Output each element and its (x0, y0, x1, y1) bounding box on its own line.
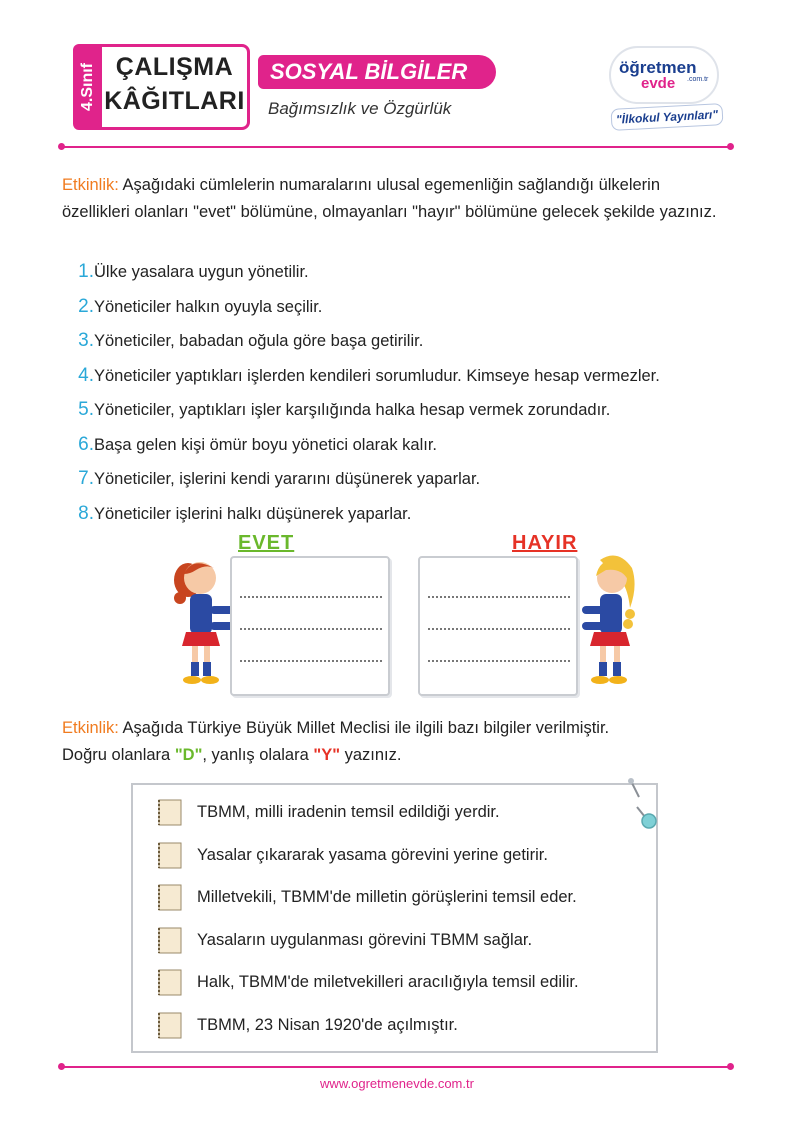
item-number: 2. (78, 295, 94, 317)
answer-line[interactable] (428, 596, 570, 598)
publisher-logo (605, 42, 725, 132)
item-number: 8. (78, 502, 94, 524)
hayir-heading: HAYIR (512, 532, 578, 554)
answer-paper-icon[interactable] (155, 925, 185, 955)
y-mark: "Y" (313, 746, 341, 764)
activity1-text: Aşağıdaki cümlelerin numaralarını ulusal egemenliğin sağlandığı ülkelerin özellikleri olanları "evet" bölümüne, olmayanları "hayır" bölümüne gelecek şekilde yazınız. (62, 176, 717, 221)
statement-list (72, 260, 752, 536)
item-number: 6. (78, 433, 94, 455)
title-line-1: ÇALIŞMA (115, 53, 234, 81)
answer-paper-icon[interactable] (155, 840, 185, 870)
header-divider (62, 146, 730, 148)
item-number: 5. (78, 399, 94, 420)
item-text: Yöneticiler halkın oyuyla seçilir. (94, 297, 323, 316)
statement-row (155, 797, 655, 829)
topic-label: Bağımsızlık ve Özgürlük (268, 99, 452, 118)
activity2-label: Etkinlik: (62, 719, 119, 737)
statement-row (155, 1010, 655, 1042)
evet-answer-board[interactable] (230, 556, 390, 696)
activity2-text-2a: Doğru olanlara (62, 746, 171, 764)
activity2-text-1: Aşağıda Türkiye Büyük Millet Meclisi ile ilgili bazı bilgiler verilmiştir. (122, 719, 610, 737)
worksheet-title (102, 44, 250, 130)
answer-paper-icon[interactable] (155, 797, 185, 827)
item-text: Yöneticiler yaptıkları işlerden kendileri sorumludur. Kimseye hesap vermezler. (94, 366, 660, 385)
grade-label: 4.Sınıf (79, 62, 96, 112)
evet-heading: EVET (238, 532, 295, 554)
statement-text: TBMM, milli iradenin temsil edildiği yerdir. (197, 803, 500, 821)
list-item (72, 467, 752, 502)
answer-paper-icon[interactable] (155, 967, 185, 997)
item-text: Yöneticiler, babadan oğula göre başa getirilir. (94, 332, 424, 350)
subject-label: SOSYAL BİLGİLER (258, 55, 496, 89)
statement-text: Yasalar çıkararak yasama görevini yerine getirir. (197, 846, 548, 864)
girl-right-illustration (582, 550, 640, 700)
item-number: 3. (78, 330, 94, 351)
activity2-instruction (62, 715, 730, 769)
statement-row (155, 925, 655, 957)
list-item (72, 329, 752, 364)
answer-paper-icon[interactable] (155, 882, 185, 912)
item-text: Başa gelen kişi ömür boyu yönetici olarak kalır. (94, 435, 438, 454)
activity2-line-2 (62, 742, 730, 769)
logo-word-1: öğretmen (619, 58, 697, 77)
item-text: Ülke yasalara uygun yönetilir. (94, 263, 309, 281)
list-item (72, 260, 752, 295)
answer-line[interactable] (240, 660, 382, 662)
answer-line[interactable] (240, 596, 382, 598)
answer-area (170, 530, 640, 700)
activity2-text-2c: yazınız. (344, 746, 402, 764)
logo-word-2: evde (641, 75, 676, 92)
answer-line[interactable] (428, 660, 570, 662)
activity2-text-2b: , yanlış olalara (202, 746, 309, 764)
statement-row (155, 882, 655, 914)
item-number: 4. (78, 364, 94, 386)
grade-tab (73, 44, 103, 130)
item-text: Yöneticiler işlerini halkı düşünerek yaparlar. (94, 504, 412, 523)
statement-text: Yasaların uygulanması görevini TBMM sağlar. (197, 931, 533, 949)
list-item (72, 398, 752, 433)
footer-divider (62, 1066, 730, 1068)
true-false-box (131, 783, 658, 1053)
statement-row (155, 967, 655, 999)
activity2-line-1 (62, 715, 730, 742)
answer-paper-icon[interactable] (155, 1010, 185, 1040)
answer-line[interactable] (240, 628, 382, 630)
answer-line[interactable] (428, 628, 570, 630)
list-item (72, 433, 752, 468)
list-item (72, 295, 752, 330)
statement-row (155, 840, 655, 872)
d-mark: "D" (174, 746, 203, 764)
item-text: Yöneticiler, yaptıkları işler karşılığında halka hesap vermek zorundadır. (94, 401, 611, 419)
statement-text: TBMM, 23 Nisan 1920'de açılmıştır. (197, 1016, 458, 1034)
activity1-instruction (62, 172, 730, 226)
title-line-2: KÂĞITLARI (104, 87, 245, 115)
statement-text: Halk, TBMM'de miletvekilleri aracılığıyla temsil edilir. (197, 973, 579, 991)
item-number: 1. (78, 261, 94, 282)
logo-domain: .com.tr (687, 76, 709, 83)
item-text: Yöneticiler, işlerini kendi yararını düşünerek yaparlar. (94, 470, 481, 488)
logo-tagline: "İlkokul Yayınları" (611, 103, 724, 131)
activity1-label: Etkinlik: (62, 176, 119, 194)
hayir-answer-board[interactable] (418, 556, 578, 696)
list-item (72, 364, 752, 399)
statement-text: Milletvekili, TBMM'de milletin görüşlerini temsil eder. (197, 888, 577, 906)
footer-url[interactable]: www.ogretmenevde.com.tr (320, 1076, 474, 1091)
item-number: 7. (78, 468, 94, 489)
